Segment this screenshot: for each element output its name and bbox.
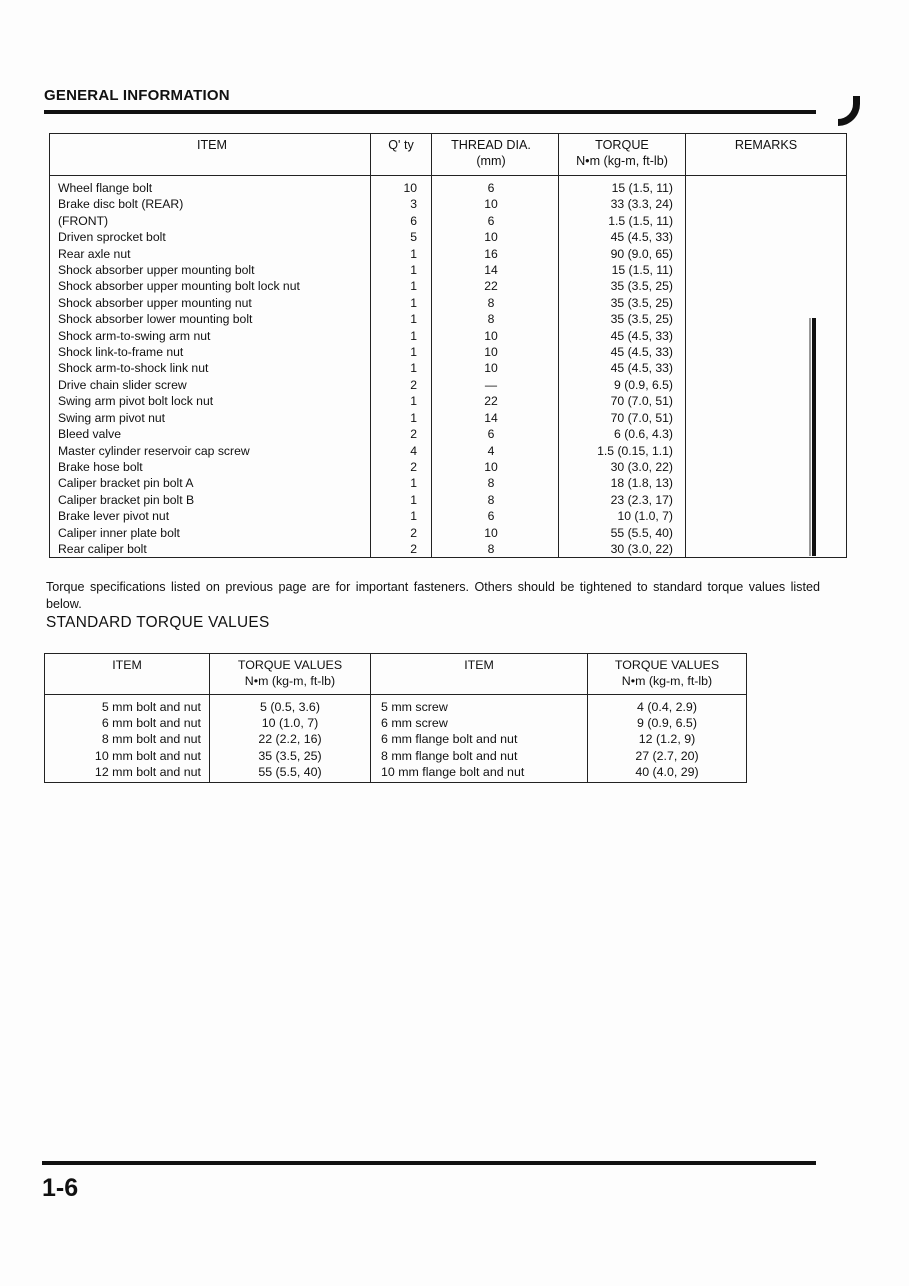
cell-qty: 1 xyxy=(371,492,432,508)
cell-thread-dia: 8 xyxy=(432,492,559,508)
header-item: ITEM xyxy=(50,134,371,176)
cell-qty: 1 xyxy=(371,328,432,344)
header-torque xyxy=(559,134,686,176)
cell-item: Shock absorber lower mounting bolt xyxy=(50,311,371,327)
cell-thread-dia: 14 xyxy=(432,410,559,426)
cell-remarks xyxy=(686,278,847,294)
cell-qty: 2 xyxy=(371,377,432,393)
table-row xyxy=(50,344,847,360)
cell-remarks xyxy=(686,508,847,524)
cell-thread-dia: 8 xyxy=(432,541,559,558)
table-row xyxy=(50,525,847,541)
cell-thread-dia: 6 xyxy=(432,176,559,197)
cell-thread-dia: 10 xyxy=(432,344,559,360)
cell-thread-dia: 10 xyxy=(432,229,559,245)
table-row xyxy=(50,328,847,344)
cell-thread-dia: 10 xyxy=(432,196,559,212)
table-header-row xyxy=(45,654,747,695)
cell-item: Shock absorber upper mounting nut xyxy=(50,295,371,311)
cell-item-right: 5 mm screw xyxy=(371,695,588,716)
cell-torque-left: 35 (3.5, 25) xyxy=(210,748,371,764)
cell-torque: 35 (3.5, 25) xyxy=(559,295,686,311)
cell-item: Swing arm pivot nut xyxy=(50,410,371,426)
cell-qty: 1 xyxy=(371,262,432,278)
table-row xyxy=(50,393,847,409)
cell-remarks xyxy=(686,295,847,311)
cell-remarks xyxy=(686,541,847,558)
cell-qty: 2 xyxy=(371,426,432,442)
table-row xyxy=(50,262,847,278)
cell-torque: 45 (4.5, 33) xyxy=(559,328,686,344)
cell-torque: 6 (0.6, 4.3) xyxy=(559,426,686,442)
cell-qty: 1 xyxy=(371,311,432,327)
cell-torque: 30 (3.0, 22) xyxy=(559,541,686,558)
cell-qty: 2 xyxy=(371,525,432,541)
table-row xyxy=(50,475,847,491)
cell-remarks xyxy=(686,475,847,491)
section-title: GENERAL INFORMATION xyxy=(44,87,230,104)
cell-qty: 6 xyxy=(371,213,432,229)
cell-thread-dia: 6 xyxy=(432,213,559,229)
right-margin-bar xyxy=(812,318,816,556)
cell-item: Rear axle nut xyxy=(50,246,371,262)
cell-thread-dia: 8 xyxy=(432,311,559,327)
cell-item-left: 8 mm bolt and nut xyxy=(45,731,210,747)
header-remarks: REMARKS xyxy=(686,134,847,176)
cell-item: Caliper bracket pin bolt B xyxy=(50,492,371,508)
cell-torque-right: 40 (4.0, 29) xyxy=(588,764,747,783)
cell-torque: 70 (7.0, 51) xyxy=(559,393,686,409)
header-thread-line1: THREAD DIA. xyxy=(451,138,531,152)
cell-torque: 70 (7.0, 51) xyxy=(559,410,686,426)
cell-torque-left: 55 (5.5, 40) xyxy=(210,764,371,783)
cell-torque: 45 (4.5, 33) xyxy=(559,360,686,376)
table-row xyxy=(50,410,847,426)
cell-remarks xyxy=(686,262,847,278)
cell-remarks xyxy=(686,459,847,475)
table-row xyxy=(50,377,847,393)
cell-qty: 1 xyxy=(371,278,432,294)
cell-torque: 15 (1.5, 11) xyxy=(559,262,686,278)
cell-remarks xyxy=(686,525,847,541)
cell-item: Bleed valve xyxy=(50,426,371,442)
cell-remarks xyxy=(686,328,847,344)
cell-item-left: 12 mm bolt and nut xyxy=(45,764,210,783)
cell-thread-dia: 14 xyxy=(432,262,559,278)
cell-torque: 10 (1.0, 7) xyxy=(559,508,686,524)
top-rule xyxy=(44,110,816,114)
bottom-rule xyxy=(42,1161,816,1165)
cell-torque-left: 10 (1.0, 7) xyxy=(210,715,371,731)
header-thread-line2: (mm) xyxy=(476,154,506,168)
cell-remarks xyxy=(686,311,847,327)
cell-remarks xyxy=(686,410,847,426)
cell-item: Shock absorber upper mounting bolt lock nut xyxy=(50,278,371,294)
header-torque-right-line2: N•m (kg-m, ft-lb) xyxy=(621,674,713,688)
cell-qty: 4 xyxy=(371,443,432,459)
table-row xyxy=(45,731,747,747)
header-item-left: ITEM xyxy=(45,654,210,695)
cell-torque: 35 (3.5, 25) xyxy=(559,278,686,294)
cell-qty: 1 xyxy=(371,344,432,360)
cell-qty: 10 xyxy=(371,176,432,197)
header-qty: Q' ty xyxy=(371,134,432,176)
header-thread-dia xyxy=(432,134,559,176)
cell-qty: 2 xyxy=(371,459,432,475)
cell-thread-dia: 10 xyxy=(432,459,559,475)
cell-item-right: 6 mm flange bolt and nut xyxy=(371,731,588,747)
cell-remarks xyxy=(686,344,847,360)
cell-torque: 15 (1.5, 11) xyxy=(559,176,686,197)
cell-torque: 1.5 (0.15, 1.1) xyxy=(559,443,686,459)
table-row xyxy=(45,695,747,716)
cell-item-right: 6 mm screw xyxy=(371,715,588,731)
cell-torque: 90 (9.0, 65) xyxy=(559,246,686,262)
cell-torque: 33 (3.3, 24) xyxy=(559,196,686,212)
cell-item: Brake hose bolt xyxy=(50,459,371,475)
cell-item-left: 10 mm bolt and nut xyxy=(45,748,210,764)
cell-torque: 1.5 (1.5, 11) xyxy=(559,213,686,229)
corner-mark-icon xyxy=(838,96,860,126)
cell-remarks xyxy=(686,443,847,459)
cell-remarks xyxy=(686,246,847,262)
cell-torque-right: 27 (2.7, 20) xyxy=(588,748,747,764)
table-row xyxy=(50,443,847,459)
cell-thread-dia: 6 xyxy=(432,426,559,442)
cell-torque: 45 (4.5, 33) xyxy=(559,229,686,245)
cell-item-left: 6 mm bolt and nut xyxy=(45,715,210,731)
table-row xyxy=(45,764,747,783)
cell-item: Caliper inner plate bolt xyxy=(50,525,371,541)
cell-torque-right: 12 (1.2, 9) xyxy=(588,731,747,747)
table-row xyxy=(50,229,847,245)
table-row xyxy=(50,278,847,294)
cell-item: Swing arm pivot bolt lock nut xyxy=(50,393,371,409)
cell-thread-dia: 6 xyxy=(432,508,559,524)
cell-qty: 3 xyxy=(371,196,432,212)
cell-item: Wheel flange bolt xyxy=(50,176,371,197)
standard-torque-title: STANDARD TORQUE VALUES xyxy=(46,614,270,631)
cell-item: Brake disc bolt (REAR) xyxy=(50,196,371,212)
cell-remarks xyxy=(686,229,847,245)
cell-thread-dia: 10 xyxy=(432,525,559,541)
cell-remarks xyxy=(686,196,847,212)
cell-thread-dia: 22 xyxy=(432,278,559,294)
header-torque-left xyxy=(210,654,371,695)
cell-thread-dia: 4 xyxy=(432,443,559,459)
torque-spec-table xyxy=(49,133,847,558)
cell-thread-dia: 22 xyxy=(432,393,559,409)
cell-qty: 2 xyxy=(371,541,432,558)
cell-item: Shock arm-to-swing arm nut xyxy=(50,328,371,344)
cell-item-left: 5 mm bolt and nut xyxy=(45,695,210,716)
table-row xyxy=(45,748,747,764)
cell-item: Brake lever pivot nut xyxy=(50,508,371,524)
cell-remarks xyxy=(686,393,847,409)
cell-torque: 30 (3.0, 22) xyxy=(559,459,686,475)
cell-item: Master cylinder reservoir cap screw xyxy=(50,443,371,459)
cell-torque-left: 5 (0.5, 3.6) xyxy=(210,695,371,716)
table-row xyxy=(50,360,847,376)
cell-thread-dia: 8 xyxy=(432,475,559,491)
table-row xyxy=(50,492,847,508)
cell-qty: 1 xyxy=(371,410,432,426)
table-row xyxy=(50,541,847,558)
header-torque-line2: N•m (kg-m, ft-lb) xyxy=(576,154,668,168)
cell-qty: 1 xyxy=(371,360,432,376)
header-torque-left-line1: TORQUE VALUES xyxy=(237,658,343,672)
cell-thread-dia: 10 xyxy=(432,328,559,344)
cell-item: Driven sprocket bolt xyxy=(50,229,371,245)
table-row xyxy=(50,426,847,442)
table-row xyxy=(50,459,847,475)
cell-item: Shock absorber upper mounting bolt xyxy=(50,262,371,278)
cell-torque-left: 22 (2.2, 16) xyxy=(210,731,371,747)
cell-thread-dia: 8 xyxy=(432,295,559,311)
cell-item: Shock link-to-frame nut xyxy=(50,344,371,360)
cell-item: Caliper bracket pin bolt A xyxy=(50,475,371,491)
cell-qty: 5 xyxy=(371,229,432,245)
cell-qty: 1 xyxy=(371,295,432,311)
standard-torque-table xyxy=(44,653,747,783)
table-row xyxy=(50,176,847,197)
cell-qty: 1 xyxy=(371,475,432,491)
cell-remarks xyxy=(686,492,847,508)
table-row xyxy=(45,715,747,731)
cell-item: Shock arm-to-shock link nut xyxy=(50,360,371,376)
cell-torque: 45 (4.5, 33) xyxy=(559,344,686,360)
table-row xyxy=(50,246,847,262)
table-row xyxy=(50,196,847,212)
header-torque-right xyxy=(588,654,747,695)
cell-remarks xyxy=(686,426,847,442)
cell-thread-dia: 16 xyxy=(432,246,559,262)
cell-thread-dia: 10 xyxy=(432,360,559,376)
cell-remarks xyxy=(686,176,847,197)
cell-torque: 18 (1.8, 13) xyxy=(559,475,686,491)
table-row xyxy=(50,311,847,327)
cell-item-right: 10 mm flange bolt and nut xyxy=(371,764,588,783)
cell-qty: 1 xyxy=(371,246,432,262)
table-row xyxy=(50,508,847,524)
cell-item: Drive chain slider screw xyxy=(50,377,371,393)
cell-torque: 55 (5.5, 40) xyxy=(559,525,686,541)
table-header-row xyxy=(50,134,847,176)
cell-remarks xyxy=(686,213,847,229)
cell-torque: 35 (3.5, 25) xyxy=(559,311,686,327)
cell-thread-dia: — xyxy=(432,377,559,393)
table-row xyxy=(50,295,847,311)
header-torque-line1: TORQUE xyxy=(595,138,649,152)
cell-torque-right: 9 (0.9, 6.5) xyxy=(588,715,747,731)
cell-qty: 1 xyxy=(371,393,432,409)
cell-torque-right: 4 (0.4, 2.9) xyxy=(588,695,747,716)
torque-note: Torque specifications listed on previous page are for important fasteners. Others should be tightened to standard torque values listed below. xyxy=(46,579,820,611)
cell-remarks xyxy=(686,377,847,393)
cell-remarks xyxy=(686,360,847,376)
page-number: 1-6 xyxy=(42,1174,79,1202)
cell-torque: 9 (0.9, 6.5) xyxy=(559,377,686,393)
cell-qty: 1 xyxy=(371,508,432,524)
cell-torque: 23 (2.3, 17) xyxy=(559,492,686,508)
header-torque-right-line1: TORQUE VALUES xyxy=(614,658,720,672)
cell-item-right: 8 mm flange bolt and nut xyxy=(371,748,588,764)
header-torque-left-line2: N•m (kg-m, ft-lb) xyxy=(244,674,336,688)
cell-item: (FRONT) xyxy=(50,213,371,229)
header-item-right: ITEM xyxy=(371,654,588,695)
table-row xyxy=(50,213,847,229)
cell-item: Rear caliper bolt xyxy=(50,541,371,558)
